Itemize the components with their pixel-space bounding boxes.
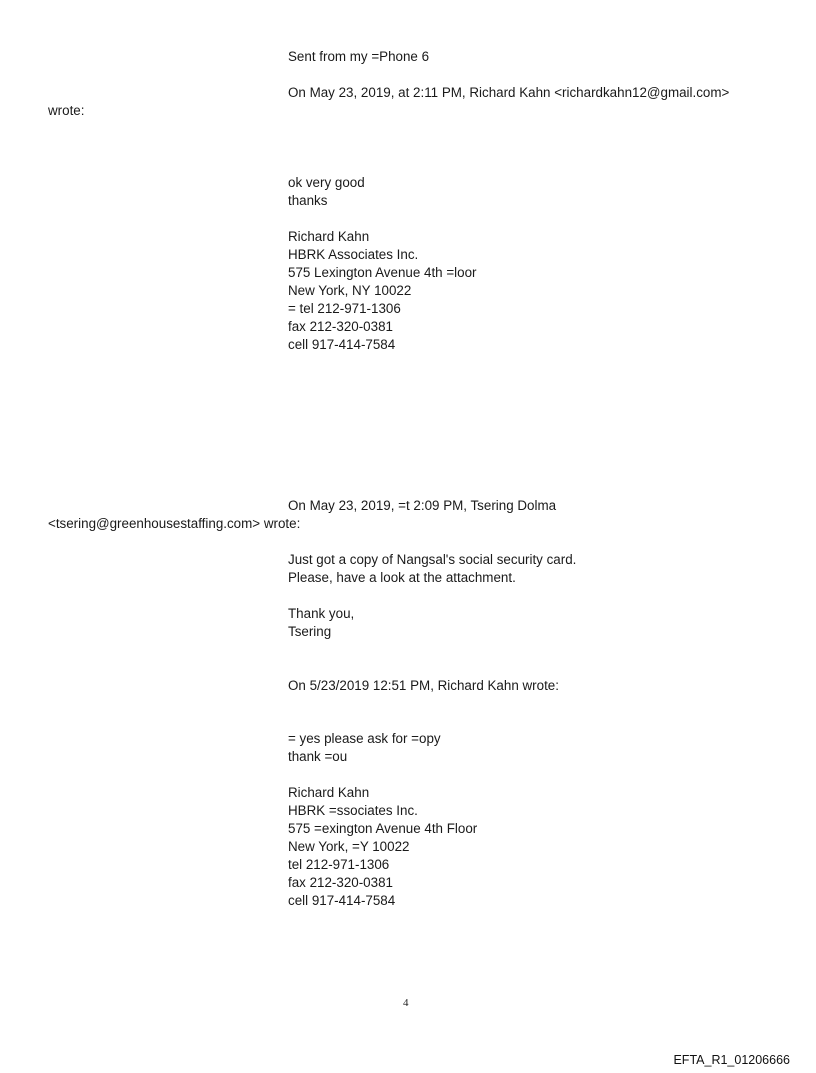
signature1-line: cell 917-414-7584 bbox=[288, 337, 396, 352]
signature1-line: New York, NY 10022 bbox=[288, 283, 412, 298]
signature1-line: Richard Kahn bbox=[288, 229, 370, 244]
signature2-line: cell 917-414-7584 bbox=[288, 893, 396, 908]
reply1-header-line1: On May 23, 2019, at 2:11 PM, Richard Kahn <richardkahn12@gmail.com> bbox=[288, 85, 730, 100]
signature2-line: tel 212-971-1306 bbox=[288, 857, 390, 872]
reply1-body-line: ok very good bbox=[288, 175, 365, 190]
reply2-body-line: Just got a copy of Nangsal's social security card. bbox=[288, 552, 577, 567]
reply2-body-line: Please, have a look at the attachment. bbox=[288, 570, 516, 585]
signature2-line: 575 =exington Avenue 4th Floor bbox=[288, 821, 478, 836]
reply2-closing-line: Thank you, bbox=[288, 606, 355, 621]
page-number: 4 bbox=[403, 997, 409, 1009]
reply3-header: On 5/23/2019 12:51 PM, Richard Kahn wrote: bbox=[288, 678, 559, 693]
document-id: EFTA_R1_01206666 bbox=[673, 1053, 790, 1067]
reply3-body-line: thank =ou bbox=[288, 749, 348, 764]
signature1-line: HBRK Associates Inc. bbox=[288, 247, 419, 262]
reply2-header-line2: <tsering@greenhousestaffing.com> wrote: bbox=[48, 516, 301, 531]
signature2-line: fax 212-320-0381 bbox=[288, 875, 393, 890]
reply2-closing-line: Tsering bbox=[288, 624, 332, 639]
signature1-line: fax 212-320-0381 bbox=[288, 319, 393, 334]
reply1-body-line: thanks bbox=[288, 193, 328, 208]
signature2-line: HBRK =ssociates Inc. bbox=[288, 803, 418, 818]
signature1-line: = tel 212-971-1306 bbox=[288, 301, 401, 316]
reply3-body-line: = yes please ask for =opy bbox=[288, 731, 441, 746]
device-signoff: Sent from my =Phone 6 bbox=[288, 49, 430, 64]
signature1-line: 575 Lexington Avenue 4th =loor bbox=[288, 265, 477, 280]
signature2-line: Richard Kahn bbox=[288, 785, 370, 800]
reply1-header-line2: wrote: bbox=[48, 103, 85, 118]
signature2-line: New York, =Y 10022 bbox=[288, 839, 410, 854]
reply2-header-line1: On May 23, 2019, =t 2:09 PM, Tsering Dolma bbox=[288, 498, 557, 513]
